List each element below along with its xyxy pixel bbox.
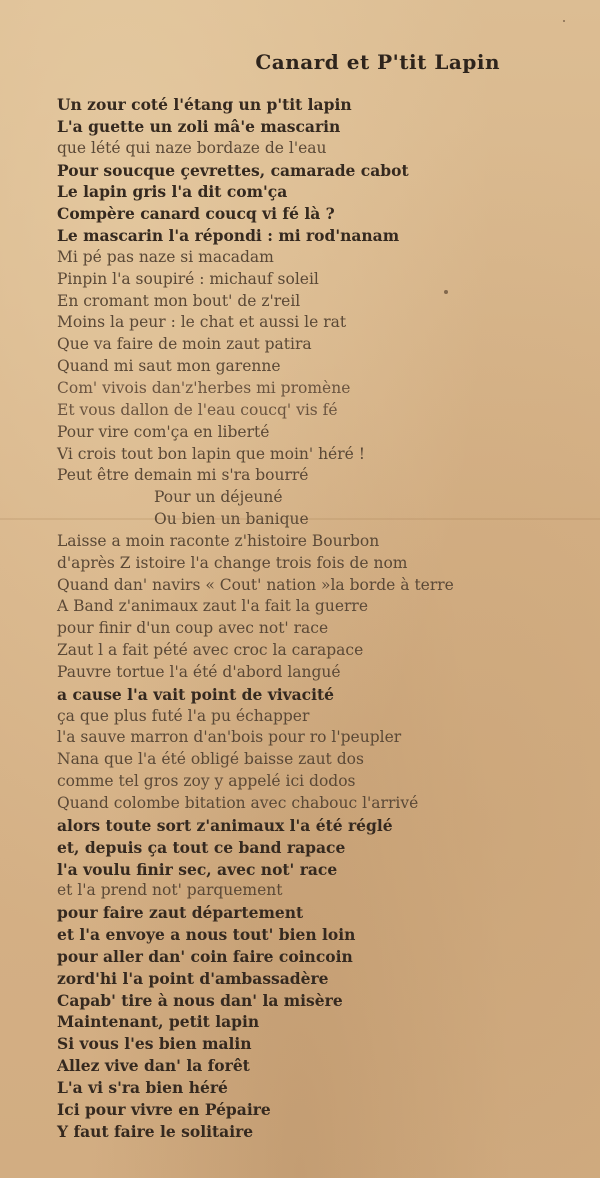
poem-line: Que va faire de moin zaut patira bbox=[57, 335, 312, 354]
poem-line: Capab' tire à nous dan' la misère bbox=[57, 990, 343, 1010]
poem-line: pour faire zaut département bbox=[57, 903, 304, 923]
poem-line: Allez vive dan' la forêt bbox=[57, 1056, 250, 1076]
poem-line: Le mascarin l'a répondi : mi rod'nanam bbox=[57, 226, 400, 246]
poem-line: et, depuis ça tout ce band rapace bbox=[57, 837, 346, 857]
poem-line: que lété qui naze bordaze de l'eau bbox=[57, 138, 327, 157]
poem-line: Quand colombe bitation avec chabouc l'arrivé bbox=[57, 794, 419, 812]
poem-line: Le lapin gris l'a dit com'ça bbox=[57, 182, 288, 202]
poem-line: Com' vivois dan'z'herbes mi promène bbox=[57, 378, 351, 397]
poem-line: L'a vi s'ra bien héré bbox=[57, 1077, 228, 1097]
poem-line: et l'a prend not' parquement bbox=[57, 881, 283, 900]
poem-line: Y faut faire le solitaire bbox=[57, 1121, 254, 1141]
poem-line: L'a guette un zoli mâ'e mascarin bbox=[57, 116, 341, 136]
poem-line: Peut être demain mi s'ra bourré bbox=[57, 466, 309, 485]
poem-line: pour aller dan' coin faire coincoin bbox=[57, 946, 353, 966]
poem-line: Maintenant, petit lapin bbox=[57, 1012, 260, 1032]
poem-line: d'après Z istoire l'a change trois fois de nom bbox=[57, 553, 408, 572]
poem-line: l'a voulu finir sec, avec not' race bbox=[57, 859, 338, 879]
poem-line: Zaut l a fait pété avec croc la carapace bbox=[57, 641, 364, 660]
poem-line: Si vous l'es bien malin bbox=[57, 1034, 252, 1054]
poem-line: Quand mi saut mon garenne bbox=[57, 357, 281, 376]
poem-line: Compère canard coucq vi fé là ? bbox=[57, 204, 335, 224]
poem-line: Vi crois tout bon lapin que moin' héré ! bbox=[57, 444, 365, 463]
poem-line: alors toute sort z'animaux l'a été réglé bbox=[57, 815, 393, 835]
ink-speck bbox=[563, 20, 565, 22]
poem-line: Quand dan' navirs « Cout' nation »la borde à terre bbox=[57, 575, 454, 594]
poem-line: ça que plus futé l'a pu échapper bbox=[57, 706, 310, 725]
poem-line: Ici pour vivre en Pépaire bbox=[57, 1099, 271, 1119]
poem-line: Ou bien un banique bbox=[154, 510, 309, 529]
poem-line: A Band z'animaux zaut l'a fait la guerre bbox=[57, 597, 368, 616]
poem-line: Nana que l'a été obligé baisse zaut dos bbox=[57, 750, 364, 769]
poem-line: Pinpin l'a soupiré : michauf soleil bbox=[57, 269, 319, 288]
poem-line: Laisse a moin raconte z'histoire Bourbon bbox=[57, 531, 380, 550]
poem-line: comme tel gros zoy y appelé ici dodos bbox=[57, 772, 356, 791]
poem-line: l'a sauve marron d'an'bois pour ro l'peupler bbox=[57, 728, 402, 747]
poem-line: Mi pé pas naze si macadam bbox=[57, 247, 274, 266]
poem-line: Et vous dallon de l'eau coucq' vis fé bbox=[57, 400, 338, 419]
poem-body bbox=[57, 94, 454, 1143]
poem-title: Canard et P'tit Lapin bbox=[255, 50, 500, 74]
poem-line: En cromant mon bout' de z'reil bbox=[57, 291, 301, 310]
poem-line: Un zour coté l'étang un p'tit lapin bbox=[57, 95, 352, 114]
poem-line: pour finir d'un coup avec not' race bbox=[57, 619, 329, 638]
poem-line: a cause l'a vait point de vivacité bbox=[57, 684, 335, 704]
poem-line: zord'hi l'a point d'ambassadère bbox=[57, 968, 329, 988]
poem-line: et l'a envoye a nous tout' bien loin bbox=[57, 925, 356, 945]
poem-line: Pour vire com'ça en liberté bbox=[57, 422, 270, 441]
poem-line: Pauvre tortue l'a été d'abord langué bbox=[57, 662, 341, 681]
poem-line: Moins la peur : le chat et aussi le rat bbox=[57, 313, 347, 332]
poem-line: Pour soucque çevrettes, camarade cabot bbox=[57, 160, 409, 180]
poem-line: Pour un déjeuné bbox=[154, 488, 283, 507]
